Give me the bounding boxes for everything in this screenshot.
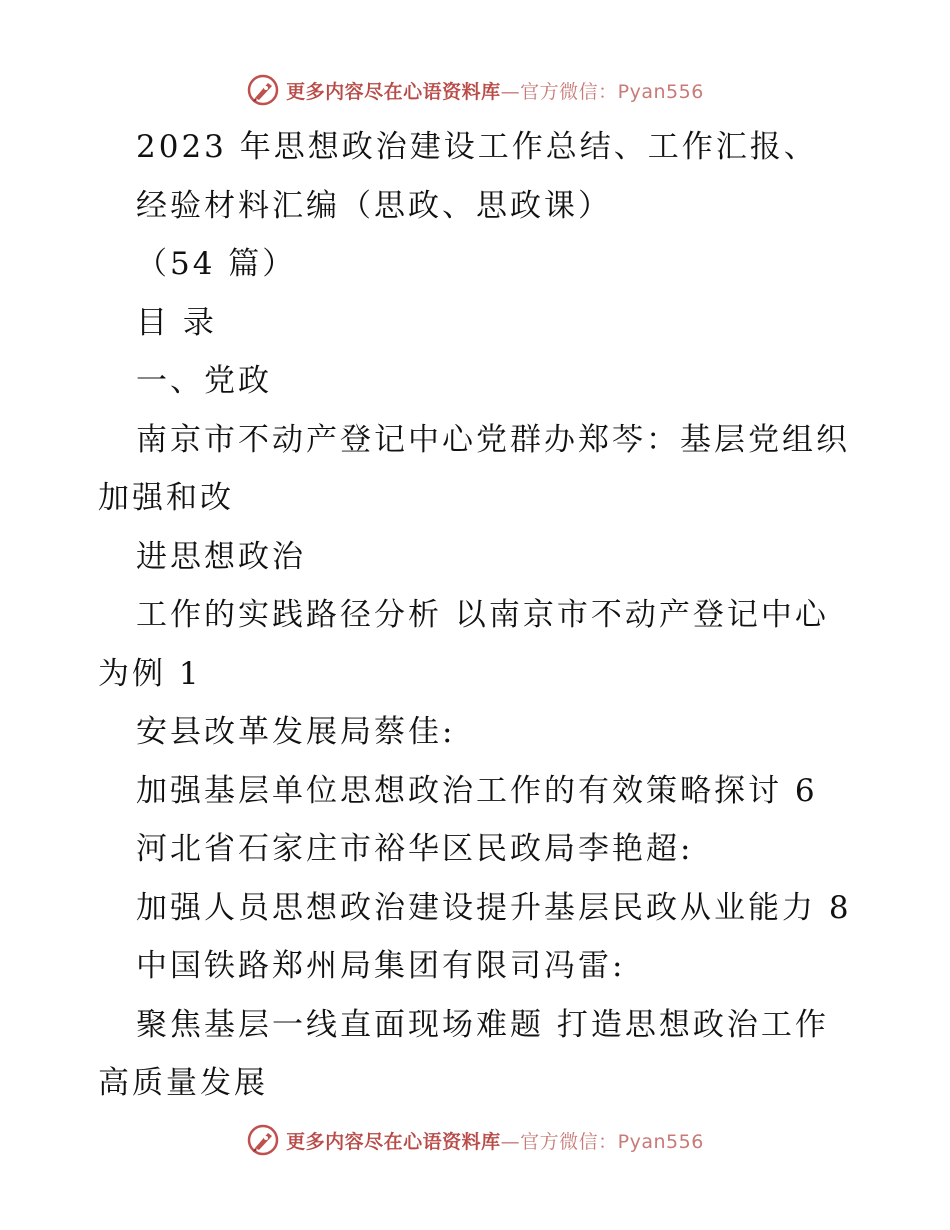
toc-entry-line: 中国铁路郑州局集团有限司冯雷:	[136, 948, 626, 984]
watermark-main-text: 更多内容尽在心语资料库	[286, 80, 501, 103]
pen-logo-icon	[246, 1123, 280, 1157]
header-watermark	[0, 70, 950, 110]
toc-entry-line: 加强人员思想政治建设提升基层民政从业能力 8	[136, 889, 852, 926]
toc-entry-line: 进思想政治	[136, 538, 306, 575]
watermark-text	[286, 77, 704, 104]
pen-logo-icon	[246, 73, 280, 107]
toc-entry-line: 安县改革发展局蔡佳:	[136, 714, 456, 750]
toc-section-heading: 一、党政	[136, 363, 272, 399]
watermark-main-text: 更多内容尽在心语资料库	[286, 1130, 501, 1153]
toc-entry-line: 高质量发展	[98, 1065, 268, 1101]
watermark-sub-text: —官方微信：Pyan556	[500, 1130, 704, 1153]
toc-entry-line: 聚焦基层一线直面现场难题 打造思想政治工作	[136, 1006, 829, 1043]
doc-title-line-1: 2023 年思想政治建设工作总结、工作汇报、	[136, 129, 818, 165]
toc-entry-line: 加强基层单位思想政治工作的有效策略探讨 6	[136, 772, 818, 809]
document-body	[98, 118, 858, 1113]
footer-watermark	[0, 1120, 950, 1160]
toc-entry-line: 南京市不动产登记中心党群办郑芩：基层党组织	[136, 421, 850, 458]
toc-entry-line: 工作的实践路径分析 以南京市不动产登记中心	[136, 597, 829, 633]
watermark-sub-text: —官方微信：Pyan556	[500, 80, 704, 103]
watermark-text	[286, 1127, 704, 1154]
toc-heading: 目 录	[136, 304, 217, 341]
toc-entry-line: 加强和改	[98, 480, 234, 516]
toc-entry-line: 河北省石家庄市裕华区民政局李艳超:	[136, 831, 694, 867]
doc-title-line-2: 经验材料汇编（思政、思政课）	[136, 187, 612, 224]
doc-title-count: （54 篇）	[136, 246, 297, 282]
toc-entry-line: 为例 1	[98, 655, 202, 692]
